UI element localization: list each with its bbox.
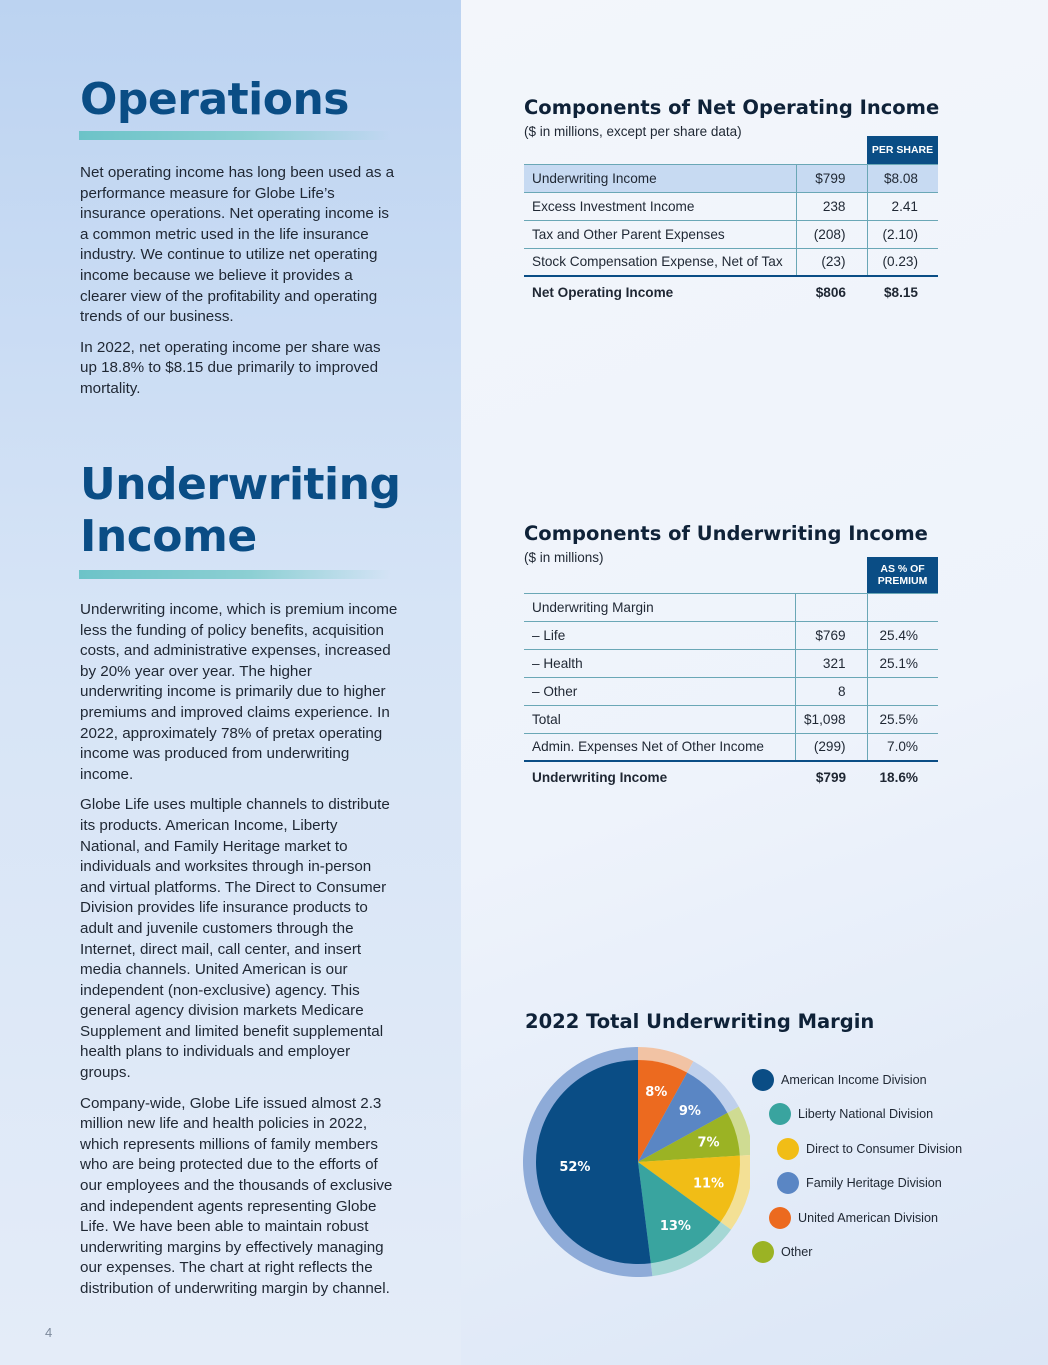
legend-item: [769, 1102, 989, 1126]
table-row: [524, 192, 938, 220]
row-amount: (208): [796, 220, 867, 248]
uwi-table-title: Components of Underwriting Income: [524, 522, 928, 545]
row-label: – Other: [524, 677, 796, 705]
row-label: – Health: [524, 649, 796, 677]
underwriting-heading-rule: [79, 570, 391, 579]
uwi-col-header-line1: AS % OF: [880, 562, 925, 575]
table-row: [524, 220, 938, 248]
noi-table-subtitle: ($ in millions, except per share data): [524, 124, 742, 139]
legend-swatch-icon: [769, 1103, 791, 1125]
table-row: [524, 705, 938, 733]
underwriting-paragraph: Underwriting income, which is premium income less the funding of policy benefits, acquisition costs, and administrative expenses, increased by 20% year over year. The higher underwriting income is primarily due to higher premiums and improved claims experience. In 2022, approximately 78% of pretax operating income was produced from underwriting income.: [80, 601, 398, 783]
total-amount: $806: [796, 276, 867, 307]
noi-table-title: Components of Net Operating Income: [524, 96, 940, 119]
row-label: Underwriting Income: [524, 164, 796, 192]
legend-label: American Income Division: [781, 1073, 927, 1087]
legend-item: [777, 1137, 997, 1161]
table-total-row: [524, 761, 938, 792]
uwi-col-header-pct-premium: [867, 557, 938, 593]
legend-label: Family Heritage Division: [806, 1176, 942, 1191]
operations-heading-rule: [79, 131, 391, 140]
row-label: – Life: [524, 621, 796, 649]
row-per-share: $8.08: [867, 164, 938, 192]
row-amount: $799: [796, 164, 867, 192]
row-label: Excess Investment Income: [524, 192, 796, 220]
noi-table-header: [524, 136, 938, 164]
operations-heading: Operations: [80, 74, 349, 125]
row-amount: $1,098: [796, 705, 868, 733]
operations-paragraph: In 2022, net operating income per share was up 18.8% to $8.15 due primarily to improved mortality.: [80, 338, 381, 397]
row-amount: $769: [796, 621, 868, 649]
legend-label: United American Division: [798, 1210, 938, 1225]
noi-col-header-per-share: PER SHARE: [867, 136, 938, 164]
table-row: [524, 164, 938, 192]
row-label: Admin. Expenses Net of Other Income: [524, 733, 796, 761]
chart-title: 2022 Total Underwriting Margin: [525, 1010, 875, 1033]
pie-data-label: 11%: [692, 1176, 725, 1192]
row-per-share: 2.41: [867, 192, 938, 220]
uwi-table-header: [524, 557, 938, 593]
underwriting-paragraph: Globe Life uses multiple channels to distribute its products. American Income, Liberty National, and Family Heritage market to individuals and worksites through in-person and virtual platforms. The Direct to Consumer Division provides life insurance products to adult and juvenile customers through the Internet, direct mail, call center, and insert media channels. United American is our independent (non-exclusive) agency. This general agency division markets Medicare Supplement and limited benefit supplemental health plans to individuals and employer groups.: [80, 796, 390, 1082]
row-pct: 25.1%: [867, 649, 938, 677]
total-per-share: $8.15: [867, 276, 938, 307]
table-total-row: [524, 276, 938, 307]
legend-swatch-icon: [752, 1241, 774, 1263]
row-amount: (299): [796, 733, 868, 761]
row-label: Underwriting Margin: [524, 593, 796, 621]
table-row: [524, 649, 938, 677]
legend-item: [769, 1206, 989, 1230]
row-per-share: (2.10): [867, 220, 938, 248]
row-pct: [867, 677, 938, 705]
row-pct: 25.5%: [867, 705, 938, 733]
total-pct: 18.6%: [867, 761, 938, 792]
legend-label: Other: [781, 1245, 813, 1259]
table-row: [524, 621, 938, 649]
row-amount: 8: [796, 677, 868, 705]
operations-body: [80, 163, 398, 410]
total-amount: $799: [796, 761, 868, 792]
pie-data-label: 13%: [659, 1219, 691, 1235]
legend-swatch-icon: [769, 1207, 791, 1229]
page-number: 4: [45, 1325, 53, 1340]
row-pct: 7.0%: [867, 733, 938, 761]
row-pct: 25.4%: [867, 621, 938, 649]
underwriting-heading-line2: Income: [80, 511, 257, 562]
noi-table: [524, 136, 938, 307]
legend-item: [752, 1240, 972, 1264]
uwi-table-subtitle: ($ in millions): [524, 550, 604, 565]
row-amount: [796, 593, 868, 621]
row-amount: 238: [796, 192, 867, 220]
row-amount: 321: [796, 649, 868, 677]
legend-swatch-icon: [752, 1069, 774, 1091]
row-pct: [867, 593, 938, 621]
legend-swatch-icon: [777, 1172, 799, 1194]
legend-label: Direct to Consumer Division: [806, 1141, 963, 1156]
underwriting-paragraph: Company-wide, Globe Life issued almost 2.3 million new life and health policies in 2022, which represents millions of family members who are being protected due to the efforts of our employees and the thousands of exclusive and independent agents representing Globe Life. We have been able to maintain robust underwriting margins by effectively managing our expenses. The chart at right reflects the distribution of underwriting margin by channel.: [80, 1094, 393, 1297]
pie-data-label: 7%: [697, 1135, 720, 1151]
legend-item: [777, 1171, 997, 1195]
row-label: Total: [524, 705, 796, 733]
pie-data-label: 9%: [678, 1104, 701, 1120]
row-per-share: (0.23): [867, 248, 938, 276]
table-row: [524, 677, 938, 705]
legend-label: Liberty National Division: [798, 1107, 934, 1122]
underwriting-heading: [80, 459, 400, 563]
uwi-table: [524, 557, 938, 792]
legend-swatch-icon: [777, 1138, 799, 1160]
legend-item: [752, 1068, 972, 1092]
table-row: [524, 248, 938, 276]
row-label: Stock Compensation Expense, Net of Tax: [524, 248, 796, 276]
total-label: Net Operating Income: [524, 276, 796, 307]
pie-data-label: 52%: [559, 1159, 591, 1175]
table-row: [524, 593, 938, 621]
underwriting-body: [80, 600, 398, 1310]
row-amount: (23): [796, 248, 867, 276]
row-label: Tax and Other Parent Expenses: [524, 220, 796, 248]
pie-data-label: 8%: [645, 1084, 668, 1100]
underwriting-heading-line1: Underwriting: [80, 459, 401, 510]
operations-paragraph: Net operating income has long been used as a performance measure for Globe Life’s insurance operations. Net operating income is a common metric used in the life insurance industry. We continue to utilize net operating income because we believe it provides a clearer view of the profitability and operating trends of our business.: [80, 164, 395, 326]
total-label: Underwriting Income: [524, 761, 796, 792]
table-row: [524, 733, 938, 761]
uwi-col-header-line2: PREMIUM: [877, 574, 928, 587]
underwriting-margin-pie-chart: [520, 1045, 750, 1280]
